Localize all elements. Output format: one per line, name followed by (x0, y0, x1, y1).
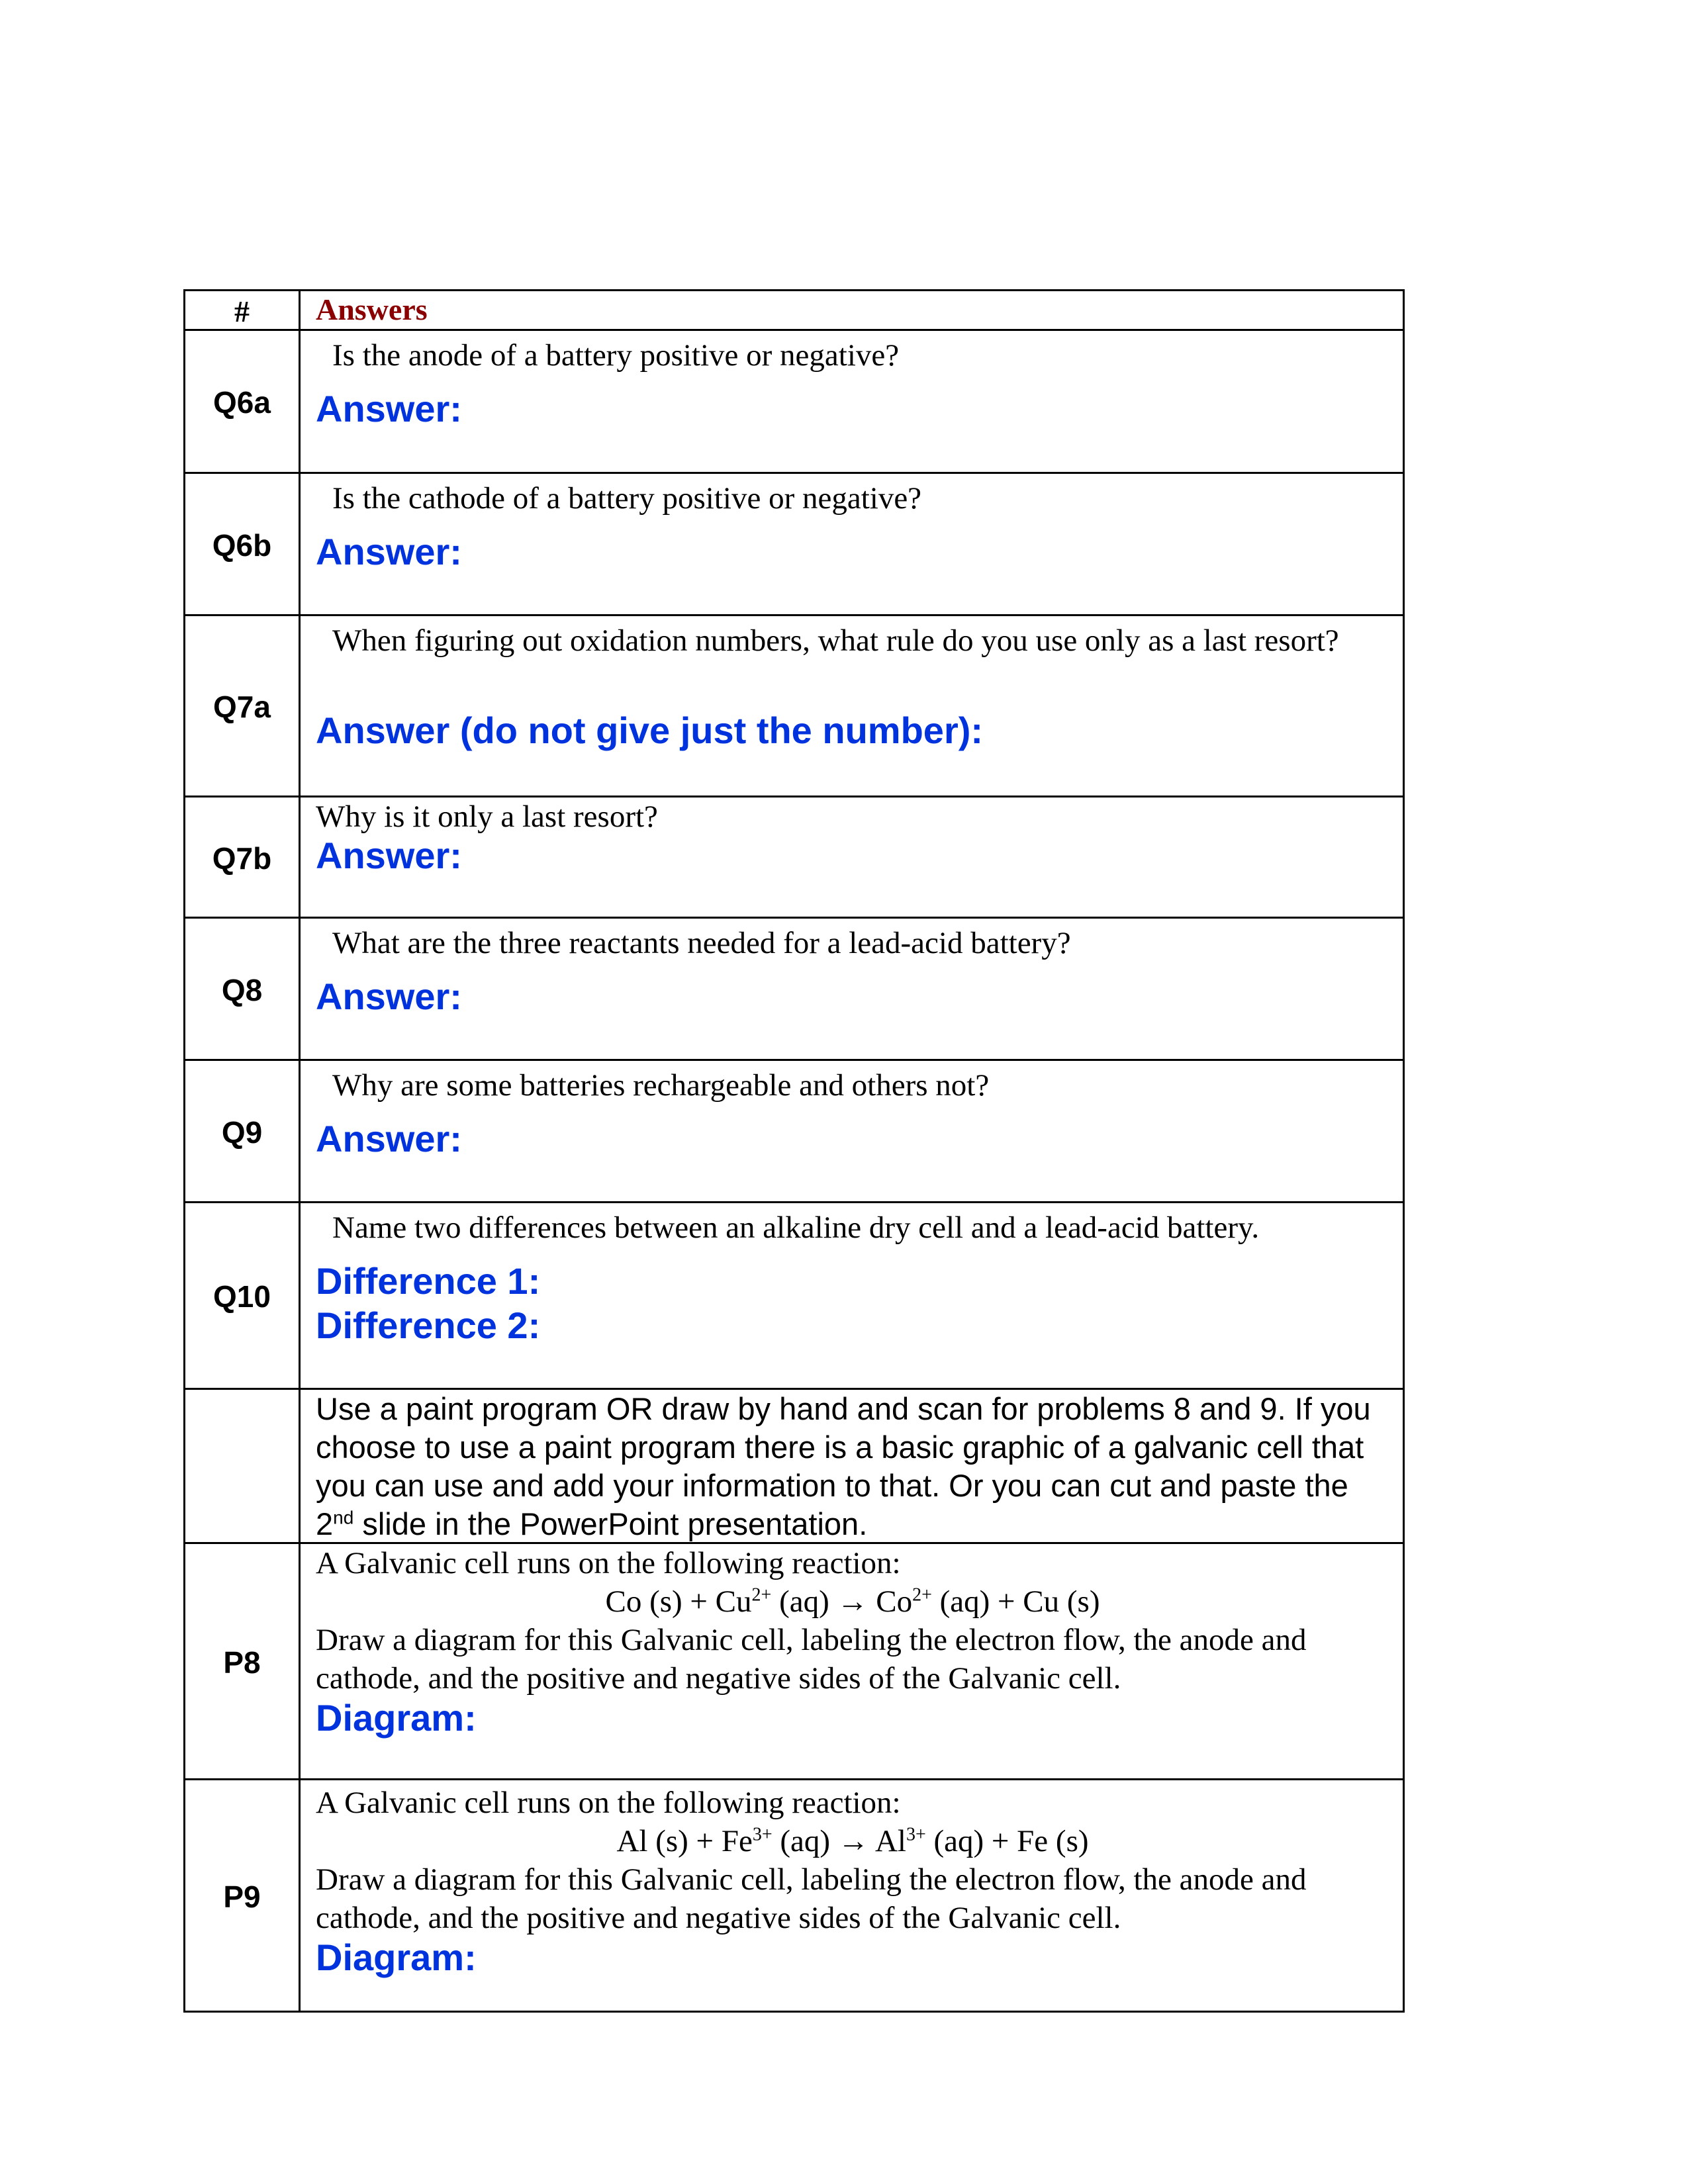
header-answers-cell (303, 291, 1403, 331)
header-answers-label: Answers (316, 293, 428, 326)
question-row-q6a (185, 329, 1403, 474)
question-text: Is the cathode of a battery positive or negative? (332, 481, 922, 516)
question-text: What are the three reactants needed for a lead-acid battery? (332, 926, 1071, 960)
question-text: Why are some batteries rechargeable and others not? (332, 1068, 990, 1103)
reaction-equation: Co $(s) + Cu^{2+}$ $(aq) \to Co^{2+}$ (aq) + Cu (s) (605, 1584, 1100, 1619)
answer-label[interactable]: Answer: (316, 388, 462, 430)
row-number: Q7b (185, 797, 301, 919)
header-number-label: # (234, 294, 250, 328)
row-number: Q10 (185, 1203, 301, 1390)
problem-cell (303, 1780, 1403, 2013)
instructions-text: Use a paint program OR draw by hand and scan for problems 8 and 9. If you choose to use a paint program there is a basic graphic of a galvanic cell that you can use and add your information to that. Or you can cut and paste the 2nd slide in the PowerPoint presentation. (316, 1391, 1371, 1541)
reaction-intro: A Galvanic cell runs on the following reaction: (316, 1786, 901, 1820)
question-text: When figuring out oxidation numbers, what rule do you use only as a last resort? (332, 623, 1339, 658)
question-text: Why is it only a last resort? (316, 799, 658, 834)
question-row-q10 (185, 1201, 1403, 1390)
answer-label[interactable]: Answer: (316, 835, 462, 876)
question-cell (303, 331, 1403, 474)
answer-label[interactable]: Answer: (316, 531, 462, 572)
instructions-cell (303, 1390, 1403, 1544)
header-row (185, 291, 1403, 331)
question-cell (303, 1061, 1403, 1203)
row-number: P8 (185, 1544, 301, 1780)
question-row-q6b (185, 472, 1403, 616)
problem-cell (303, 1544, 1403, 1780)
question-cell (303, 797, 1403, 919)
diagram-prompt: Draw a diagram for this Galvanic cell, labeling the electron flow, the anode and cathode, and the positive and negative sides of the Galvanic cell. (316, 1623, 1307, 1696)
question-row-q7b (185, 796, 1403, 919)
reaction-equation: Al $(s) + Fe^{3+}$ $(aq) \to Al^{3+}$ (aq) + Fe (s) (616, 1824, 1089, 1858)
row-number: Q7a (185, 616, 301, 797)
row-number: Q6b (185, 474, 301, 616)
answer-label[interactable]: Answer: (316, 1118, 462, 1160)
answer-label[interactable]: Answer: (316, 976, 462, 1017)
instructions-number-cell (185, 1390, 301, 1544)
reaction-intro: A Galvanic cell runs on the following reaction: (316, 1546, 901, 1580)
question-text: Is the anode of a battery positive or negative? (332, 338, 900, 373)
row-number: P9 (185, 1780, 301, 2013)
diagram-label[interactable]: Diagram: (316, 1936, 477, 1978)
diagram-label[interactable]: Diagram: (316, 1697, 477, 1739)
question-cell (303, 474, 1403, 616)
problem-row-p9 (185, 1778, 1403, 2013)
question-text: Name two differences between an alkaline dry cell and a lead-acid battery. (332, 1210, 1260, 1245)
row-number: Q8 (185, 919, 301, 1061)
difference-1-label[interactable]: Difference 1: (316, 1260, 541, 1302)
problem-row-p8 (185, 1542, 1403, 1780)
diagram-prompt: Draw a diagram for this Galvanic cell, labeling the electron flow, the anode and cathode, and the positive and negative sides of the Galvanic cell. (316, 1862, 1307, 1935)
question-row-q7a (185, 614, 1403, 797)
question-cell (303, 616, 1403, 797)
answer-label[interactable]: Answer (do not give just the number): (316, 709, 984, 751)
question-row-q8 (185, 917, 1403, 1061)
row-number: Q9 (185, 1061, 301, 1203)
row-number: Q6a (185, 331, 301, 474)
instructions-row (185, 1388, 1403, 1544)
question-cell (303, 1203, 1403, 1390)
question-row-q9 (185, 1059, 1403, 1203)
header-number-cell (185, 291, 301, 331)
worksheet-table (183, 289, 1405, 2013)
question-cell (303, 919, 1403, 1061)
difference-2-label[interactable]: Difference 2: (316, 1304, 541, 1346)
